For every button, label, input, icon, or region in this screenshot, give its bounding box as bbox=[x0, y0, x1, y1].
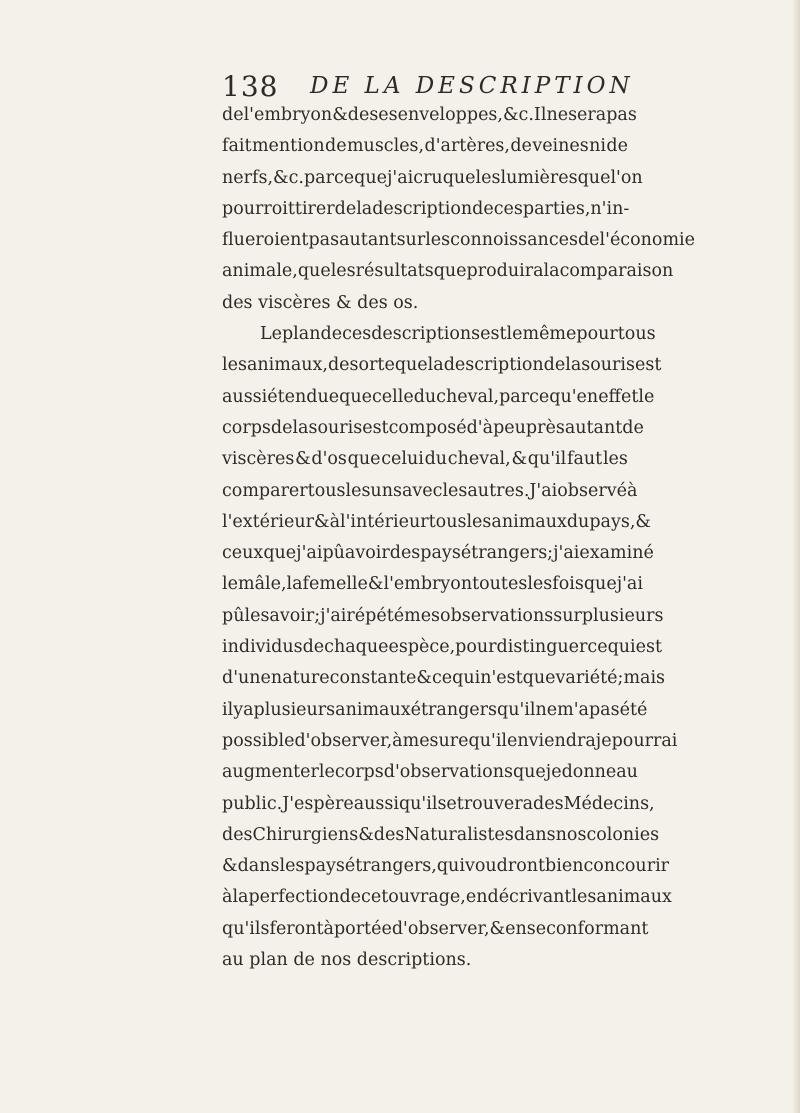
word: qui bbox=[452, 668, 481, 689]
word: cet bbox=[361, 887, 389, 908]
word: public. bbox=[222, 793, 283, 814]
word: sorte bbox=[349, 355, 395, 376]
word: la bbox=[232, 887, 249, 908]
text-line bbox=[222, 882, 672, 913]
word: plusieurs bbox=[253, 699, 336, 720]
word: viscères bbox=[222, 449, 295, 470]
word: autant bbox=[564, 417, 623, 438]
word: ni bbox=[589, 136, 607, 157]
word: du bbox=[413, 386, 437, 407]
word: J'ai bbox=[529, 480, 558, 501]
word: est bbox=[480, 324, 507, 345]
word: toutes bbox=[472, 574, 528, 595]
word: des bbox=[222, 824, 253, 845]
word: parce bbox=[303, 167, 355, 188]
word: que bbox=[577, 167, 611, 188]
word: chaque bbox=[324, 637, 389, 658]
text-line bbox=[222, 507, 651, 538]
word: parties, bbox=[522, 198, 591, 219]
word: la bbox=[565, 355, 582, 376]
word: l'on bbox=[610, 167, 643, 188]
word: mesure bbox=[402, 730, 469, 751]
word: conformant bbox=[546, 918, 649, 939]
word: des bbox=[389, 543, 421, 564]
word: ces bbox=[493, 198, 523, 219]
word: de bbox=[606, 136, 628, 157]
word: même bbox=[522, 324, 577, 345]
word: de bbox=[472, 198, 494, 219]
word: répété bbox=[346, 605, 405, 626]
word: animale, bbox=[222, 261, 298, 282]
text-line bbox=[222, 663, 666, 694]
word: pas bbox=[308, 230, 340, 251]
word: observé bbox=[557, 480, 627, 501]
word: parce bbox=[499, 386, 550, 407]
word: pourroit bbox=[222, 198, 295, 219]
word: de bbox=[543, 355, 566, 376]
word: les bbox=[442, 480, 468, 501]
text-line bbox=[222, 413, 644, 444]
running-head: DE LA DESCRIPTION bbox=[310, 73, 634, 99]
word: de bbox=[622, 417, 644, 438]
text-line bbox=[222, 789, 655, 820]
word: pays bbox=[304, 856, 345, 877]
word: de bbox=[270, 417, 293, 438]
word: effet bbox=[598, 386, 639, 407]
word: lumières bbox=[500, 167, 578, 188]
word: augmenter bbox=[222, 762, 319, 783]
word: se bbox=[437, 793, 457, 814]
word: comparaison bbox=[559, 261, 674, 282]
word: le bbox=[506, 324, 523, 345]
word: les bbox=[425, 230, 451, 251]
word: décrivant bbox=[487, 887, 572, 908]
word: J'espère bbox=[282, 793, 354, 814]
word: que bbox=[522, 668, 556, 689]
word: nerfs, bbox=[222, 167, 274, 188]
text-line bbox=[222, 350, 662, 381]
word: des bbox=[373, 824, 405, 845]
word: animaux bbox=[491, 511, 567, 532]
word: distinguer bbox=[496, 637, 588, 658]
word: de bbox=[510, 136, 532, 157]
word: que bbox=[263, 543, 297, 564]
word: l'intérieur bbox=[340, 511, 429, 532]
word: pas bbox=[588, 699, 620, 720]
word: j'ai bbox=[320, 605, 347, 626]
word: n'in- bbox=[590, 198, 630, 219]
word: se bbox=[526, 918, 547, 939]
word: que bbox=[297, 261, 331, 282]
word: qu'il bbox=[527, 449, 567, 470]
word: animaux bbox=[596, 887, 672, 908]
word: pas bbox=[606, 105, 637, 125]
word: pû bbox=[322, 543, 345, 564]
word: dans bbox=[237, 856, 280, 877]
word: étrangers, bbox=[344, 856, 437, 877]
word: des bbox=[533, 793, 564, 814]
word: mention bbox=[251, 136, 325, 157]
text-line bbox=[222, 569, 643, 600]
text-line bbox=[222, 601, 664, 632]
word: donne bbox=[561, 762, 617, 783]
word: étrangers bbox=[410, 699, 497, 720]
word: de bbox=[327, 355, 350, 376]
word: en bbox=[507, 730, 529, 751]
word: dans bbox=[513, 824, 556, 845]
text-line bbox=[222, 538, 654, 569]
word: au bbox=[616, 762, 638, 783]
text-line bbox=[222, 757, 638, 788]
word: les bbox=[466, 511, 492, 532]
word: mais bbox=[623, 668, 666, 689]
word: je bbox=[595, 730, 612, 751]
word: d'os bbox=[311, 449, 347, 470]
word: voudront bbox=[464, 856, 546, 877]
word: viendra bbox=[528, 730, 596, 751]
word: & bbox=[489, 918, 506, 939]
word: en bbox=[465, 887, 488, 908]
word: animaux, bbox=[246, 355, 328, 376]
word: uns bbox=[370, 480, 402, 501]
word: été bbox=[619, 699, 648, 720]
word: mâle, bbox=[237, 574, 287, 595]
word: l'embryon bbox=[383, 574, 473, 595]
text-line bbox=[222, 225, 695, 256]
word: que bbox=[339, 386, 372, 407]
word: qui bbox=[436, 856, 465, 877]
word: aussi bbox=[222, 386, 268, 407]
word: animaux bbox=[335, 699, 411, 720]
word: Naturalistes bbox=[404, 824, 514, 845]
word: fait bbox=[222, 136, 252, 157]
word: y bbox=[233, 699, 244, 720]
word: connoissances bbox=[450, 230, 578, 251]
word: plusieurs bbox=[581, 605, 664, 626]
word: avoir bbox=[344, 543, 390, 564]
word: j'ai bbox=[386, 167, 414, 188]
word: d'une bbox=[222, 668, 271, 689]
word: trouvera bbox=[456, 793, 534, 814]
word: enveloppes, bbox=[397, 105, 503, 125]
word: autant bbox=[339, 230, 397, 251]
word: qu'ils bbox=[222, 918, 270, 939]
word: pays bbox=[420, 543, 461, 564]
word: fois bbox=[552, 574, 584, 595]
word: je bbox=[545, 762, 562, 783]
text-line bbox=[222, 726, 678, 757]
word: avoir; bbox=[269, 605, 321, 626]
word: composé bbox=[388, 417, 467, 438]
page-edge-shadow bbox=[792, 0, 800, 1113]
word: sur bbox=[553, 605, 582, 626]
word: corps bbox=[222, 417, 271, 438]
word: l'embryon bbox=[243, 105, 333, 125]
word: souris bbox=[308, 417, 363, 438]
text-line bbox=[222, 131, 628, 162]
word: & bbox=[295, 449, 311, 470]
word: que bbox=[442, 167, 476, 188]
text-line bbox=[222, 256, 674, 287]
word: n'est bbox=[480, 668, 523, 689]
word: pû bbox=[222, 605, 245, 626]
word: avec bbox=[401, 480, 443, 501]
word: les bbox=[345, 480, 371, 501]
word: possible bbox=[222, 730, 295, 751]
word: ce bbox=[587, 637, 608, 658]
word: concourir bbox=[583, 856, 670, 877]
word: tous bbox=[617, 324, 656, 345]
word: description bbox=[372, 198, 473, 219]
word: d'artères, bbox=[424, 136, 510, 157]
word: & bbox=[332, 105, 348, 125]
word: colonies bbox=[586, 824, 660, 845]
word: les bbox=[244, 605, 270, 626]
text-line bbox=[222, 632, 663, 663]
word: variété; bbox=[555, 668, 624, 689]
word: corps bbox=[334, 762, 384, 783]
word: faut bbox=[566, 449, 603, 470]
word: sera bbox=[568, 105, 607, 125]
word: & bbox=[416, 668, 432, 689]
word: cheval, bbox=[447, 449, 511, 470]
word: constante bbox=[329, 668, 417, 689]
word: pour bbox=[576, 324, 618, 345]
word: comparer bbox=[222, 480, 308, 501]
word: examiné bbox=[579, 543, 654, 564]
word: d'observer, bbox=[391, 918, 490, 939]
word: en bbox=[505, 918, 527, 939]
word: femelle bbox=[302, 574, 368, 595]
word: l'économie bbox=[599, 230, 695, 251]
word: est bbox=[635, 637, 663, 658]
paragraph-end-line: au plan de nos descriptions. bbox=[222, 950, 472, 971]
paragraph-start-line bbox=[222, 319, 656, 350]
word: qu'il bbox=[468, 730, 508, 751]
word: & bbox=[635, 511, 651, 532]
word: que bbox=[583, 574, 617, 595]
paragraph-end-line: des viscères & des os. bbox=[222, 292, 419, 313]
word: que bbox=[394, 355, 428, 376]
word: perfection bbox=[248, 887, 340, 908]
word: à bbox=[626, 480, 638, 501]
word: veines bbox=[532, 136, 589, 157]
word: cru bbox=[413, 167, 443, 188]
word: que bbox=[354, 167, 387, 188]
word: nature bbox=[270, 668, 330, 689]
word: les bbox=[330, 261, 356, 282]
word: muscles, bbox=[346, 136, 425, 157]
word: que bbox=[512, 762, 546, 783]
word: les bbox=[279, 856, 305, 877]
word: Chirurgiens bbox=[252, 824, 359, 845]
word: est bbox=[362, 417, 389, 438]
word: de bbox=[577, 230, 600, 251]
word: sur bbox=[396, 230, 426, 251]
word: que bbox=[347, 449, 381, 470]
word: étrangers; bbox=[460, 543, 554, 564]
word: de bbox=[222, 105, 244, 125]
text-line bbox=[222, 851, 670, 882]
word: les bbox=[475, 167, 501, 188]
word: qui bbox=[607, 637, 636, 658]
word: feront bbox=[269, 918, 324, 939]
word: descriptions bbox=[371, 324, 481, 345]
word: j'ai bbox=[553, 543, 580, 564]
word: le bbox=[318, 762, 335, 783]
text-line bbox=[222, 820, 660, 851]
word: pourrai bbox=[611, 730, 678, 751]
word: & bbox=[313, 511, 330, 532]
word: & bbox=[367, 574, 384, 595]
word: à bbox=[329, 511, 340, 532]
word: ce bbox=[431, 668, 453, 689]
word: &c. bbox=[273, 167, 304, 188]
word: près bbox=[525, 417, 565, 438]
word: nos bbox=[555, 824, 587, 845]
word: la bbox=[543, 261, 560, 282]
word: résultats bbox=[355, 261, 434, 282]
word: d'observations bbox=[383, 762, 513, 783]
word: & bbox=[358, 824, 374, 845]
word: de bbox=[320, 324, 343, 345]
word: les bbox=[571, 887, 597, 908]
word: la bbox=[292, 417, 309, 438]
word: peu bbox=[493, 417, 526, 438]
word: d'à bbox=[466, 417, 494, 438]
word: celle bbox=[371, 386, 414, 407]
word: de bbox=[347, 105, 370, 125]
word: qu'il bbox=[497, 699, 536, 720]
word: l'extérieur bbox=[222, 511, 314, 532]
word: de bbox=[339, 887, 362, 908]
word: le bbox=[638, 386, 655, 407]
word: du bbox=[566, 511, 590, 532]
word: &c. bbox=[502, 105, 534, 125]
word: espèce, bbox=[388, 637, 456, 658]
word: mes bbox=[404, 605, 441, 626]
word: les bbox=[527, 574, 553, 595]
word: à bbox=[323, 918, 334, 939]
word: Médecins, bbox=[563, 793, 655, 814]
word: plan bbox=[281, 324, 321, 345]
word: portée bbox=[333, 918, 392, 939]
word: à bbox=[392, 730, 403, 751]
word: ces bbox=[342, 324, 372, 345]
word: individus bbox=[222, 637, 303, 658]
word: d'observer, bbox=[294, 730, 393, 751]
word: étendue bbox=[267, 386, 340, 407]
word: j'ai bbox=[616, 574, 643, 595]
word: la bbox=[286, 574, 303, 595]
word: la bbox=[427, 355, 444, 376]
word: j'ai bbox=[296, 543, 323, 564]
word: ouvrage, bbox=[388, 887, 466, 908]
word: produira bbox=[466, 261, 544, 282]
word: description bbox=[443, 355, 544, 376]
text-line bbox=[222, 163, 643, 194]
text-line bbox=[222, 100, 637, 131]
word: ne bbox=[546, 105, 569, 125]
word: celui bbox=[381, 449, 424, 470]
word: a bbox=[243, 699, 254, 720]
word: pour bbox=[455, 637, 497, 658]
word: que bbox=[433, 261, 467, 282]
word: flueroient bbox=[222, 230, 309, 251]
word: tous bbox=[428, 511, 467, 532]
word: & bbox=[511, 449, 528, 470]
body-text bbox=[222, 100, 695, 976]
text-line bbox=[222, 444, 628, 475]
text-line bbox=[222, 914, 649, 945]
word: à bbox=[222, 887, 233, 908]
word: ceux bbox=[222, 543, 264, 564]
word: pays, bbox=[589, 511, 636, 532]
word: ne bbox=[535, 699, 558, 720]
word: il bbox=[222, 699, 234, 720]
word: qu'en bbox=[549, 386, 599, 407]
text-line bbox=[222, 476, 638, 507]
word: ses bbox=[369, 105, 398, 125]
word: de bbox=[302, 637, 325, 658]
word: aussi bbox=[353, 793, 399, 814]
word: de bbox=[334, 198, 357, 219]
word: observations bbox=[440, 605, 554, 626]
text-line bbox=[222, 695, 648, 726]
word: bien bbox=[545, 856, 584, 877]
word: le bbox=[222, 574, 238, 595]
word: les bbox=[602, 449, 628, 470]
text-line bbox=[222, 382, 655, 413]
word: qu'il bbox=[398, 793, 438, 814]
word: tirer bbox=[294, 198, 335, 219]
word: Le bbox=[260, 324, 282, 345]
word: m'a bbox=[557, 699, 589, 720]
word: autres. bbox=[467, 480, 530, 501]
word: Il bbox=[533, 105, 547, 125]
word: est bbox=[634, 355, 662, 376]
word: la bbox=[356, 198, 373, 219]
word: souris bbox=[581, 355, 635, 376]
text-line bbox=[222, 194, 628, 225]
word: du bbox=[424, 449, 448, 470]
page-number: 138 bbox=[222, 70, 279, 103]
word: tous bbox=[307, 480, 346, 501]
word: de bbox=[325, 136, 347, 157]
word: cheval, bbox=[436, 386, 500, 407]
word: les bbox=[222, 355, 247, 376]
word: & bbox=[222, 856, 238, 877]
